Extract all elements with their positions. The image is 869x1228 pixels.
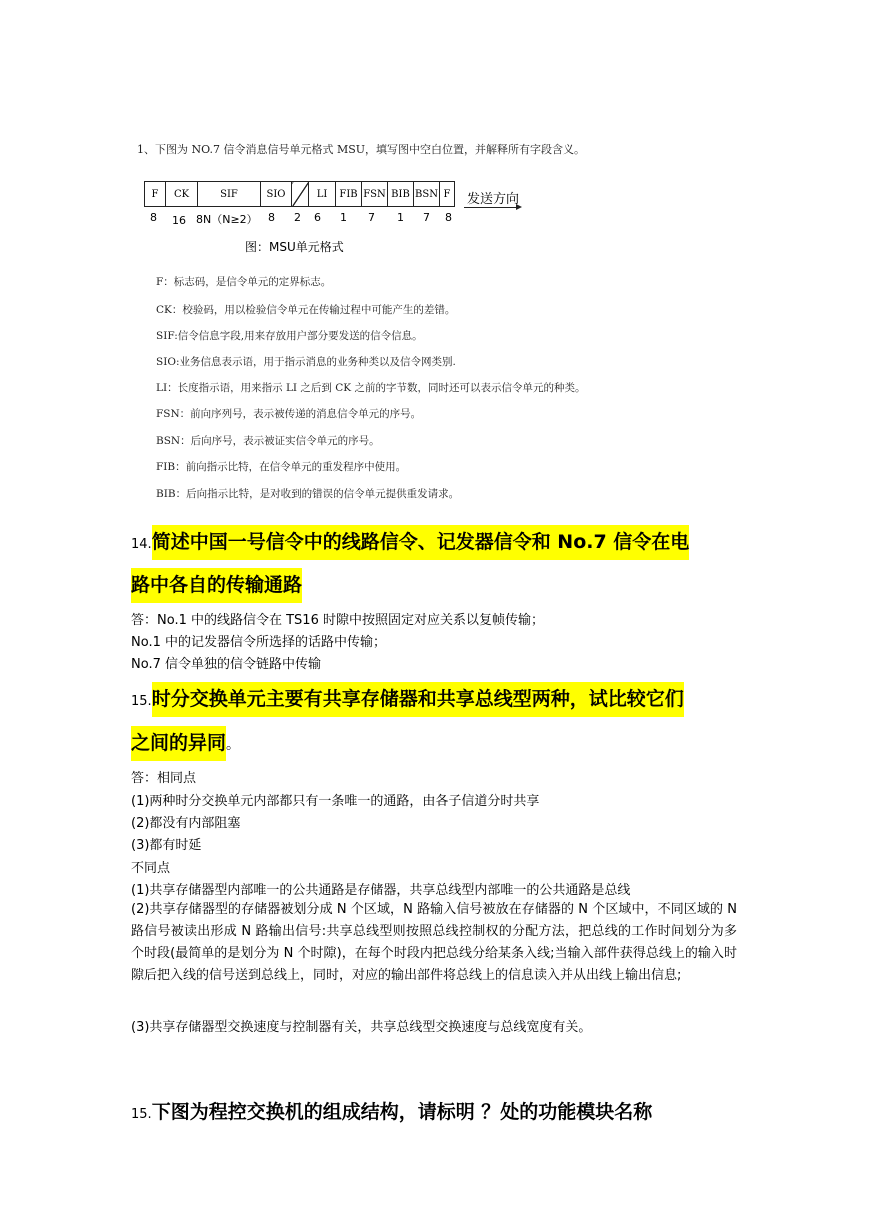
length-label: 7 [368,211,375,224]
field-fsn: FSN [362,182,388,207]
definition-fib: FIB：前向指示比特，在信令单元的重发程序中使用。 [156,461,407,473]
definition-bib: BIB：后向指示比特，是对收到的错误的信令单元提供重发请求。 [156,488,460,500]
question-number: 14. [131,537,152,552]
length-label: 7 [423,211,430,224]
answer-line: (2)都没有内部阻塞 [131,816,241,831]
length-label: 8N（N≥2） [196,213,258,226]
answer-line: (3)都有时延 [131,838,202,853]
direction-label: 发送方向 [467,192,520,207]
question-number: 15. [131,1107,152,1122]
field-spare [292,182,309,207]
figure-caption: 图：MSU单元格式 [245,240,344,254]
answer-line: No.1 中的记发器信令所选择的话路中传输； [131,635,386,650]
direction-arrow-icon [464,207,520,208]
length-label: 1 [340,211,347,224]
answer-line: (1)共享存储器型内部唯一的公共通路是存储器，共享总线型内部唯一的公共通路是总线 [131,883,631,898]
answer-line: No.7 信令单独的信令链路中传输 [131,657,321,672]
question-14-heading-line1 [131,527,689,554]
question-14-heading-line2 [131,570,302,597]
length-label: 8 [445,211,452,224]
length-label: 1 [397,211,404,224]
highlighted-text: 简述中国一号信令中的线路信令、记发器信令和 No.7 信令在电 [152,525,690,560]
field-sio: SIO [261,182,292,207]
field-fib: FIB [336,182,362,207]
question-15-heading-line1 [131,684,684,711]
field-bib: BIB [388,182,414,207]
answer-paragraph: (2)共享存储器型的存储器被划分成 N 个区域，N 路输入信号被放在存储器的 N 个区域中，不同区域的 N 路信号被读出形成 N 路输出信号:共享总线型则按照总线控制权的分配方法，把总线的工作时间划分为多个时段(最简单的是划分为 N 个时隙)，在每个时段内把总线分给某条入线;当输入部件获得总线上的输入时隙后把入线的信号送到总线上，同时，对应的输出部件将总线上的信息读入并从出线上输出信息; [131,902,737,983]
question-15-heading-line2 [131,728,240,755]
definition-ck: CK：校验码，用以检验信令单元在传输过程中可能产生的差错。 [156,304,456,316]
answer-line: 答：No.1 中的线路信令在 TS16 时隙中按照固定对应关系以复帧传输； [131,613,544,628]
heading-text: 下图为程控交换机的组成结构，请标明 ？处的功能模块名称 [151,1101,653,1123]
answer-line: 不同点 [131,861,171,876]
field-sif: SIF [198,182,261,207]
length-label: 2 [294,211,301,224]
question-15b-heading [131,1097,652,1124]
definition-sif: SIF:信令信息字段,用来存放用户部分要发送的信令信息。 [156,330,423,342]
question-1-text: 1、下图为 NO.7 信令消息信号单元格式 MSU，填写图中空白位置，并解释所有字段含义。 [137,143,586,156]
definition-li: LI：长度指示语，用来指示 LI 之后到 CK 之前的字节数，同时还可以表示信令单元的种类。 [156,382,586,394]
answer-line: (3)共享存储器型交换速度与控制器有关，共享总线型交换速度与总线宽度有关。 [131,1020,592,1035]
answer-line: 答：相同点 [131,771,197,786]
highlighted-text: 路中各自的传输通路 [131,568,302,603]
length-label: 6 [314,211,321,224]
length-label: 8 [150,211,157,224]
highlighted-text: 时分交换单元主要有共享存储器和共享总线型两种，试比较它们 [152,682,684,717]
question-number: 15. [131,694,152,709]
msu-format-table [144,181,455,207]
definition-f: F：标志码，是信令单元的定界标志。 [156,276,332,288]
field-f-end: F [440,182,455,207]
definition-sio: SIO:业务信息表示语，用于指示消息的业务种类以及信令网类别. [156,356,456,368]
field-li: LI [309,182,336,207]
length-label: 8 [268,211,275,224]
field-bsn: BSN [414,182,440,207]
heading-punctuation: 。 [226,737,241,753]
definition-fsn: FSN：前向序列号，表示被传递的消息信令单元的序号。 [156,408,422,420]
field-ck: CK [166,182,198,207]
field-f-start: F [145,182,166,207]
length-label: 16 [172,214,186,227]
definition-bsn: BSN：后向序号，表示被证实信令单元的序号。 [156,435,380,447]
answer-line: (1)两种时分交换单元内部都只有一条唯一的通路，由各子信道分时共享 [131,794,540,809]
highlighted-text: 之间的异同 [131,726,226,761]
